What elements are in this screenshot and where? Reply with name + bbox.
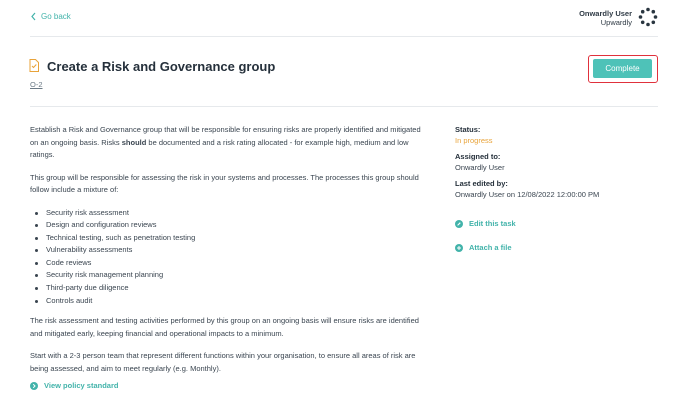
- attach-file-label: Attach a file: [469, 243, 512, 252]
- chevron-left-icon: [30, 12, 37, 21]
- list-item: Technical testing, such as penetration testing: [46, 232, 430, 245]
- attach-file-link[interactable]: [455, 242, 512, 253]
- task-description: [30, 124, 430, 385]
- list-item: Vulnerability assessments: [46, 244, 430, 257]
- list-item: Design and configuration reviews: [46, 219, 430, 232]
- pencil-circle-icon: [455, 220, 463, 228]
- edit-task-label: Edit this task: [469, 219, 516, 228]
- assigned-value: Onwardly User: [455, 163, 505, 172]
- view-policy-link[interactable]: [30, 381, 118, 390]
- list-item: Security risk assessment: [46, 207, 430, 220]
- list-item: Code reviews: [46, 257, 430, 270]
- list-item: Third-party due diligence: [46, 282, 430, 295]
- view-policy-label: View policy standard: [44, 381, 119, 390]
- description-paragraph: This group will be responsible for assessing the risk in your systems and processes. The processes this group should follow include a mixture of:: [30, 172, 419, 194]
- status-badge: In progress: [455, 136, 493, 145]
- description-paragraph: Start with a 2-3 person team that represent different functions within your organisation, to ensure all areas of risk are being assessed, and aim to meet regularly (e.g. Monthly).: [30, 351, 416, 373]
- status-label: Status:: [455, 125, 481, 134]
- go-back-label: Go back: [41, 12, 71, 21]
- list-item: Controls audit: [46, 295, 430, 308]
- divider: [30, 106, 658, 107]
- task-id-link[interactable]: O-2: [30, 80, 43, 89]
- go-back-link[interactable]: [30, 12, 71, 21]
- divider: [30, 36, 658, 37]
- org-name: Upwardly: [600, 18, 632, 27]
- page-title: Create a Risk and Governance group: [47, 59, 276, 74]
- user-info[interactable]: [579, 9, 632, 27]
- plus-circle-icon: [455, 244, 463, 252]
- complete-button[interactable]: Complete: [593, 59, 652, 78]
- last-edited-label: Last edited by:: [455, 179, 508, 188]
- edit-task-link[interactable]: [455, 218, 516, 229]
- task-document-icon: [29, 59, 39, 72]
- task-sidebar: [455, 124, 655, 252]
- user-name: Onwardly User: [579, 9, 632, 18]
- complete-button-highlight: [588, 55, 658, 83]
- description-paragraph: Establish a Risk and Governance group that will be responsible for ensuring risks are properly identified and mitigated on an ongoing basis. Risks should be documented and a risk rating allocated - for example high, medium and low ratings.: [30, 125, 421, 159]
- arrow-circle-icon: [30, 382, 38, 390]
- process-list: [30, 207, 430, 308]
- list-item: Security risk management planning: [46, 269, 430, 282]
- last-edited-value: Onwardly User on 12/08/2022 12:00:00 PM: [455, 190, 600, 199]
- description-paragraph: The risk assessment and testing activities performed by this group on an ongoing basis will ensure risks are identified and mitigated early, keeping financial and operational impacts to a minimum.: [30, 316, 419, 338]
- top-bar: [0, 0, 688, 34]
- logo-icon[interactable]: [638, 7, 658, 27]
- assigned-label: Assigned to:: [455, 152, 501, 161]
